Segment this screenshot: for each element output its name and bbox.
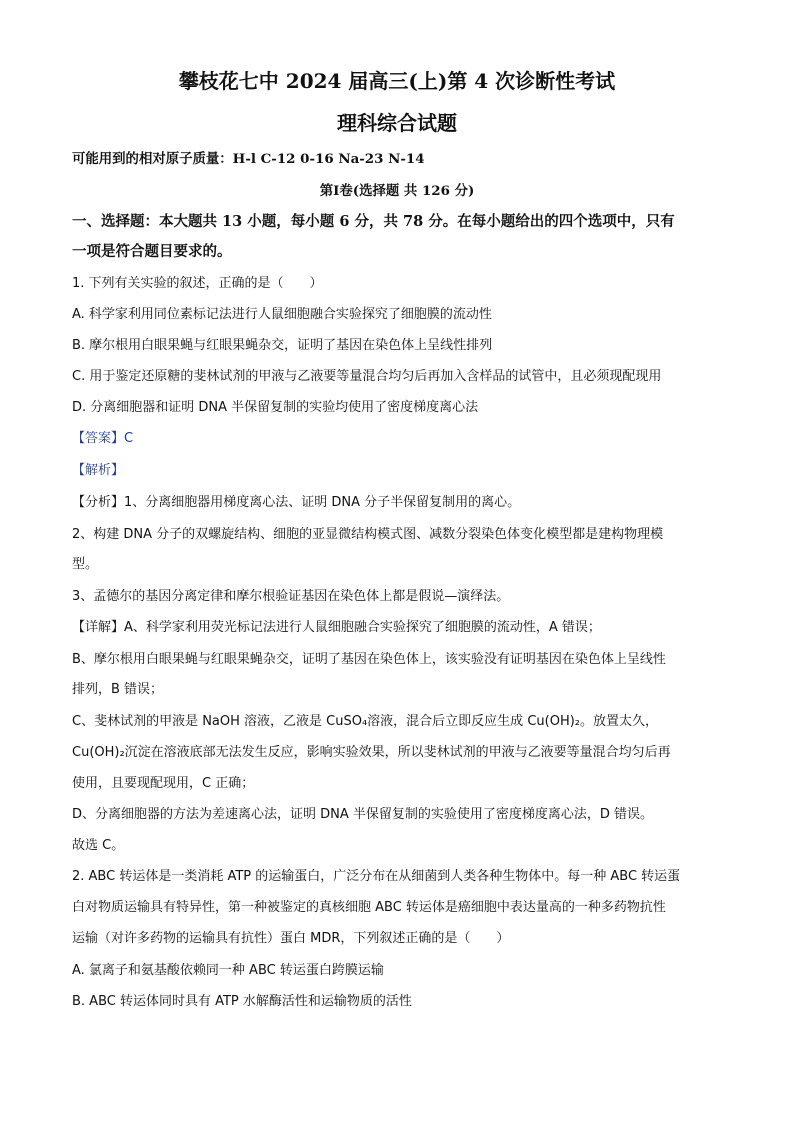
section-instructions-line2: 一项是符合题目要求的。 — [72, 243, 232, 260]
question-1-option-c: C. 用于鉴定还原糖的斐林试剂的甲液与乙液要等量混合均匀后再加入含样品的试管中，且必须现配现用 — [72, 369, 662, 384]
analysis-line: B、摩尔根用白眼果蝇与红眼果蝇杂交，证明了基因在染色体上，该实验没有证明基因在染色体上呈线性 — [72, 652, 666, 667]
question-1-option-b: B. 摩尔根用白眼果蝇与红眼果蝇杂交，证明了基因在染色体上呈线性排列 — [72, 338, 493, 353]
volume-title: 第Ⅰ卷(选择题 共 126 分) — [319, 183, 475, 199]
analysis-line: C、斐林试剂的甲液是 NaOH 溶液，乙液是 CuSO₄溶液，混合后立即反应生成 Cu(OH)₂。放置太久， — [72, 714, 658, 729]
analysis-line: 使用，且要现配现用，C 正确； — [72, 776, 255, 791]
question-2-option-a: A. 氯离子和氨基酸依赖同一种 ABC 转运蛋白跨膜运输 — [72, 963, 384, 978]
analysis-line: 【分析】1、分离细胞器用梯度离心法、证明 DNA 分子半保留复制用的离心。 — [72, 495, 521, 510]
atomic-mass-note: 可能用到的相对原子质量：H-l C-12 0-16 Na-23 N-14 — [72, 151, 425, 167]
question-2-stem-line: 白对物质运输具有特异性，第一种被鉴定的真核细胞 ABC 转运体是癌细胞中表达量高的一种多药物抗性 — [72, 900, 666, 915]
analysis-line: 【详解】A、科学家利用荧光标记法进行人鼠细胞融合实验探究了细胞膜的流动性，A 错误； — [72, 620, 601, 635]
question-1-answer: 【答案】C — [72, 431, 134, 446]
question-1-option-d: D. 分离细胞器和证明 DNA 半保留复制的实验均使用了密度梯度离心法 — [72, 400, 479, 415]
question-2-option-b: B. ABC 转运体同时具有 ATP 水解酶活性和运输物质的活性 — [72, 994, 412, 1009]
analysis-line: 2、构建 DNA 分子的双螺旋结构、细胞的亚显微结构模式图、减数分裂染色体变化模型都是建构物理模 — [72, 527, 664, 542]
section-instructions-line1: 一、选择题：本大题共 13 小题，每小题 6 分，共 78 分。在每小题给出的四个选项中，只有 — [72, 213, 675, 230]
question-2-stem-line: 运输（对许多药物的运输具有抗性）蛋白 MDR，下列叙述正确的是（ ） — [72, 931, 510, 946]
analysis-line: 故选 C。 — [72, 838, 125, 853]
analysis-line: Cu(OH)₂沉淀在溶液底部无法发生反应，影响实验效果，所以斐林试剂的甲液与乙液要等量混合均匀后再 — [72, 745, 671, 760]
question-2-stem-line: 2. ABC 转运体是一类消耗 ATP 的运输蛋白，广泛分布在从细菌到人类各种生物体中。每一种 ABC 转运蛋 — [72, 869, 681, 884]
analysis-line: 排列，B 错误； — [72, 682, 164, 697]
analysis-line: 型。 — [72, 557, 99, 572]
exam-title: 攀枝花七中 2024 届高三(上)第 4 次诊断性考试 — [178, 69, 616, 93]
analysis-line: D、分离细胞器的方法为差速离心法，证明 DNA 半保留复制的实验使用了密度梯度离心法，D 错误。 — [72, 807, 654, 822]
exam-subtitle: 理科综合试题 — [337, 111, 457, 135]
analysis-line: 3、孟德尔的基因分离定律和摩尔根验证基因在染色体上都是假说—演绎法。 — [72, 589, 510, 604]
question-1-stem: 1. 下列有关实验的叙述，正确的是（ ） — [72, 276, 323, 291]
question-1-analysis-tag: 【解析】 — [72, 463, 125, 478]
question-1-option-a: A. 科学家利用同位素标记法进行人鼠细胞融合实验探究了细胞膜的流动性 — [72, 307, 492, 322]
